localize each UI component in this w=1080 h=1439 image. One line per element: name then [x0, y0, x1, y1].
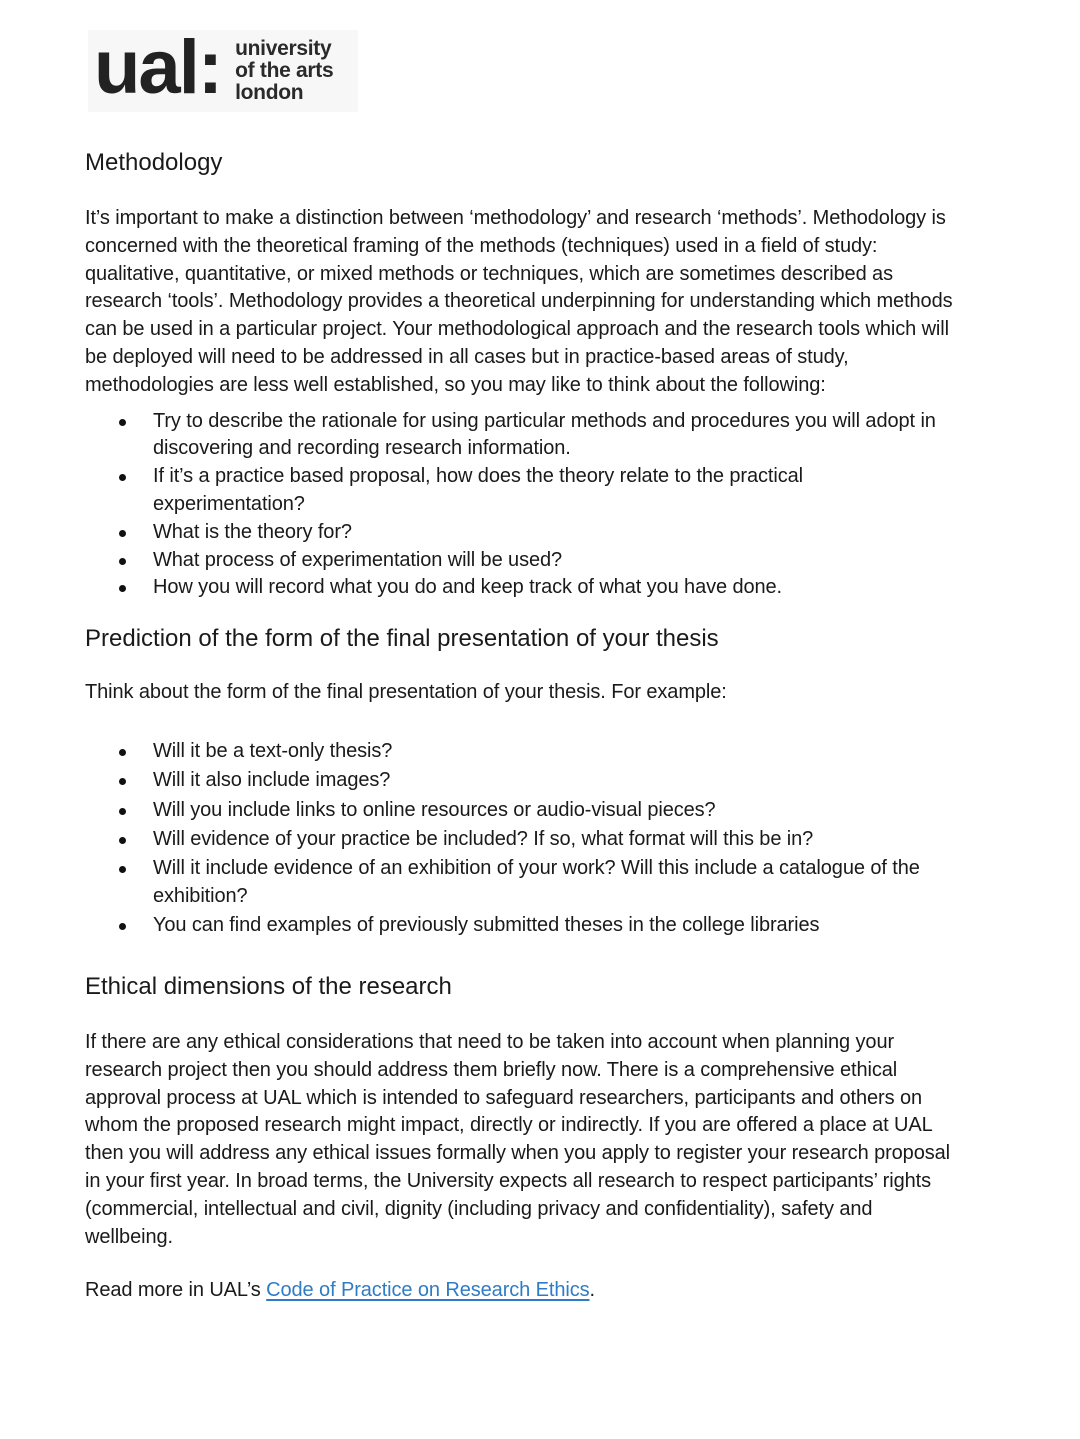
bullet-icon	[119, 866, 126, 873]
list-item: Will it include evidence of an exhibition of your work? Will this include a catalogue of the exhibition?	[85, 855, 955, 911]
bullet-icon	[119, 837, 126, 844]
list-item: Try to describe the rationale for using particular methods and procedures you will adopt in discovering and recording research information.	[85, 408, 955, 464]
prediction-heading: Prediction of the form of the final presentation of your thesis	[85, 625, 719, 653]
logo-word-line: university	[235, 37, 332, 60]
ethics-heading: Ethical dimensions of the research	[85, 973, 452, 1001]
bullet-icon	[119, 585, 126, 592]
bullet-icon	[119, 530, 126, 537]
list-item: Will it be a text-only thesis?	[85, 738, 955, 766]
bullet-icon	[119, 749, 126, 756]
methodology-paragraph: It’s important to make a distinction between ‘methodology’ and research ‘methods’. Methodology is concerned with the theoretical framing of the methods (techniques) used in a field of study: qualitative, quantitative, or mixed methods or techniques, which are sometimes described as research ‘tools’. Methodology provides a theoretical underpinning for understanding which methods can be used in a particular project. Your methodological approach and the research tools which will be deployed will need to be addressed in all cases but in practice-based areas of study, methodologies are less well established, so you may like to think about the following:	[85, 207, 953, 396]
logo-word-line: of the arts	[235, 59, 334, 82]
list-item: What is the theory for?	[85, 519, 955, 547]
list-item: Will it also include images?	[85, 767, 955, 795]
bullet-icon	[119, 923, 126, 930]
prediction-paragraph: Think about the form of the final presentation of your thesis. For example:	[85, 681, 727, 704]
bullet-icon	[119, 778, 126, 785]
ual-logo	[88, 25, 358, 112]
logo-word-line: london	[235, 81, 304, 104]
list-item: What process of experimentation will be used?	[85, 547, 955, 575]
list-item: How you will record what you do and keep track of what you have done.	[85, 574, 955, 602]
bullet-icon	[119, 808, 126, 815]
bullet-icon	[119, 474, 126, 481]
document-body	[85, 146, 955, 1305]
list-item: If it’s a practice based proposal, how does the theory relate to the practical experimentation?	[85, 463, 955, 519]
bullet-icon	[119, 558, 126, 565]
methodology-list	[85, 408, 955, 603]
list-item: Will you include links to online resources or audio-visual pieces?	[85, 797, 955, 825]
list-item: Will evidence of your practice be included? If so, what format will this be in?	[85, 826, 955, 854]
list-item: You can find examples of previously submitted theses in the college libraries	[85, 912, 955, 940]
logo-wordmark	[235, 38, 333, 104]
bullet-icon	[119, 419, 126, 426]
read-more-line: Read more in UAL’s Code of Practice on Research Ethics.	[85, 1279, 595, 1302]
logo-mark: ual:	[94, 25, 222, 110]
code-of-practice-link[interactable]: Code of Practice on Research Ethics	[266, 1279, 590, 1302]
methodology-heading: Methodology	[85, 149, 223, 176]
prediction-list	[85, 738, 955, 940]
ethics-paragraph: If there are any ethical considerations that need to be taken into account when planning your research project then you should address them briefly now. There is a comprehensive ethical approval process at UAL which is intended to safeguard researchers, participants and others on whom the proposed research might impact, directly or indirectly. If you are offered a place at UAL then you will address any ethical issues formally when you apply to register your research proposal in your first year. In broad terms, the University expects all research to respect participants’ rights (commercial, intellectual and civil, dignity (including privacy and confidentiality), safety and wellbeing.	[85, 1031, 950, 1248]
